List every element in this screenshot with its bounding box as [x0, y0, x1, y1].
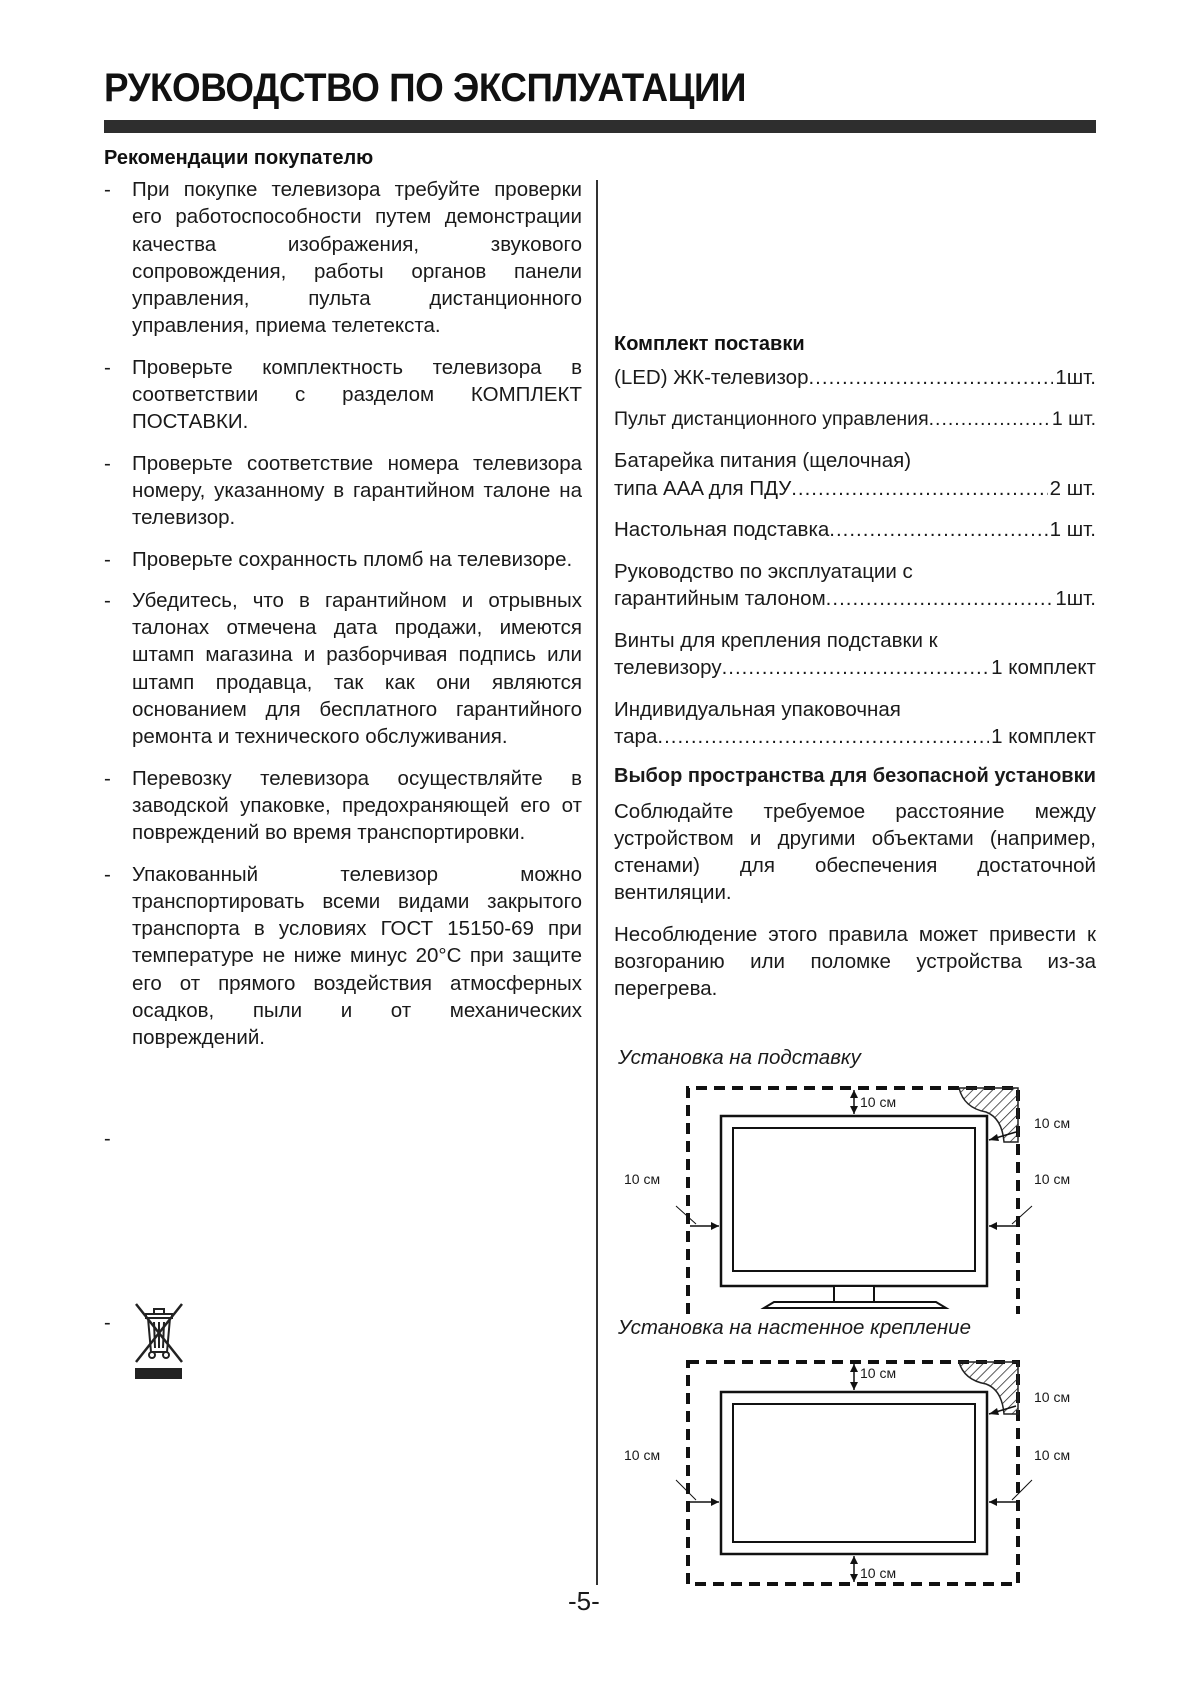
- recommendations-list: [104, 176, 582, 1052]
- list-item: - Убедитесь, что в гарантийном и отрывных талонах отмечена дата продажи, имеются штамп магазина и разборчивая подпись или штамп продавца, так как они являются основанием для бесплатного гарантийного ремонта и технического обслуживания.: [104, 588, 582, 749]
- kit-item: Винты для крепления подставки к телевизору ..... 1 комплект: [614, 627, 1096, 682]
- kit-item: Пульт дистанционного управления ..... 1 шт.: [614, 406, 1096, 434]
- kit-list: [614, 364, 1096, 751]
- list-item: - Перевозку телевизора осуществляйте в заводской упаковке, предохраняющей его от повреждений во время транспортировки.: [104, 766, 582, 845]
- column-divider: [596, 180, 598, 1585]
- gap-label-left: 10 см: [624, 1171, 661, 1187]
- kit-item: Индивидуальная упаковочная тара ..... 1 комплект: [614, 696, 1096, 751]
- stand-clearance-diagram: [614, 1082, 1096, 1322]
- kit-item: (LED) ЖК-телевизор ..... 1шт.: [614, 364, 1096, 392]
- page-title: РУКОВОДСТВО ПО ЭКСПЛУАТАЦИИ: [104, 66, 746, 110]
- ventilation-paragraph: Соблюдайте требуемое расстояние между устройством и другими объектами (например, стенами) для обеспечения достаточной вентиляции.: [614, 799, 1096, 905]
- empty-list-dash: -: [104, 1128, 111, 1150]
- list-item: - Проверьте соответствие номера телевизора номеру, указанному в гарантийном талоне на телевизор.: [104, 451, 582, 530]
- gap-label-left: 10 см: [624, 1447, 661, 1463]
- overheat-warning-paragraph: Несоблюдение этого правила может привести к возгоранию или поломке устройства из-за перегрева.: [614, 922, 1096, 1001]
- kit-item: Настольная подставка ..... 1 шт.: [614, 516, 1096, 544]
- gap-label-wall: 10 см: [1034, 1115, 1071, 1131]
- safe-installation-heading: Выбор пространства для безопасной установки: [614, 764, 1096, 787]
- buyer-recommendations-heading: Рекомендации покупателю: [104, 147, 374, 169]
- kit-heading: Комплект поставки: [614, 333, 805, 355]
- recycle-list-dash: -: [104, 1312, 111, 1334]
- gap-label-wall: 10 см: [1034, 1389, 1071, 1405]
- right-column: [614, 333, 1096, 1017]
- gap-label-right: 10 см: [1034, 1171, 1071, 1187]
- title-rule: [104, 120, 1096, 133]
- gap-label-top: 10 см: [860, 1094, 897, 1110]
- list-item: - Проверьте комплектность телевизора в соответствии с разделом КОМПЛЕКТ ПОСТАВКИ.: [104, 355, 582, 434]
- list-item: - Упакованный телевизор можно транспортировать всеми видами закрытого транспорта в условиях ГОСТ 15150-69 при температуре не ниже минус 20°С при защите его от прямого воздействия атмосферных осадков, пыли и от механических повреждений.: [104, 862, 582, 1050]
- gap-label-right: 10 см: [1034, 1447, 1071, 1463]
- gap-label-top: 10 см: [860, 1365, 897, 1381]
- kit-item: Батарейка питания (щелочная) типа AAA для ПДУ ..... 2 шт.: [614, 447, 1096, 502]
- page-number: -5-: [568, 1586, 600, 1616]
- weee-recycle-bin-icon: [132, 1300, 188, 1385]
- list-item: - Проверьте сохранность пломб на телевизоре.: [104, 547, 573, 571]
- kit-item: Руководство по эксплуатации с гарантийным талоном ..... 1шт.: [614, 558, 1096, 613]
- wall-mount-clearance-diagram: [614, 1356, 1096, 1592]
- stand-install-caption: Установка на подставку: [618, 1046, 861, 1069]
- gap-label-bottom: 10 см: [860, 1565, 897, 1581]
- left-column: [104, 147, 582, 1066]
- wall-install-caption: Установка на настенное крепление: [618, 1316, 971, 1339]
- list-item: - При покупке телевизора требуйте проверки его работоспособности путем демонстрации качества изображения, звукового сопровождения, работы органов панели управления, пульта дистанционного управления, приема телетекста.: [104, 178, 582, 338]
